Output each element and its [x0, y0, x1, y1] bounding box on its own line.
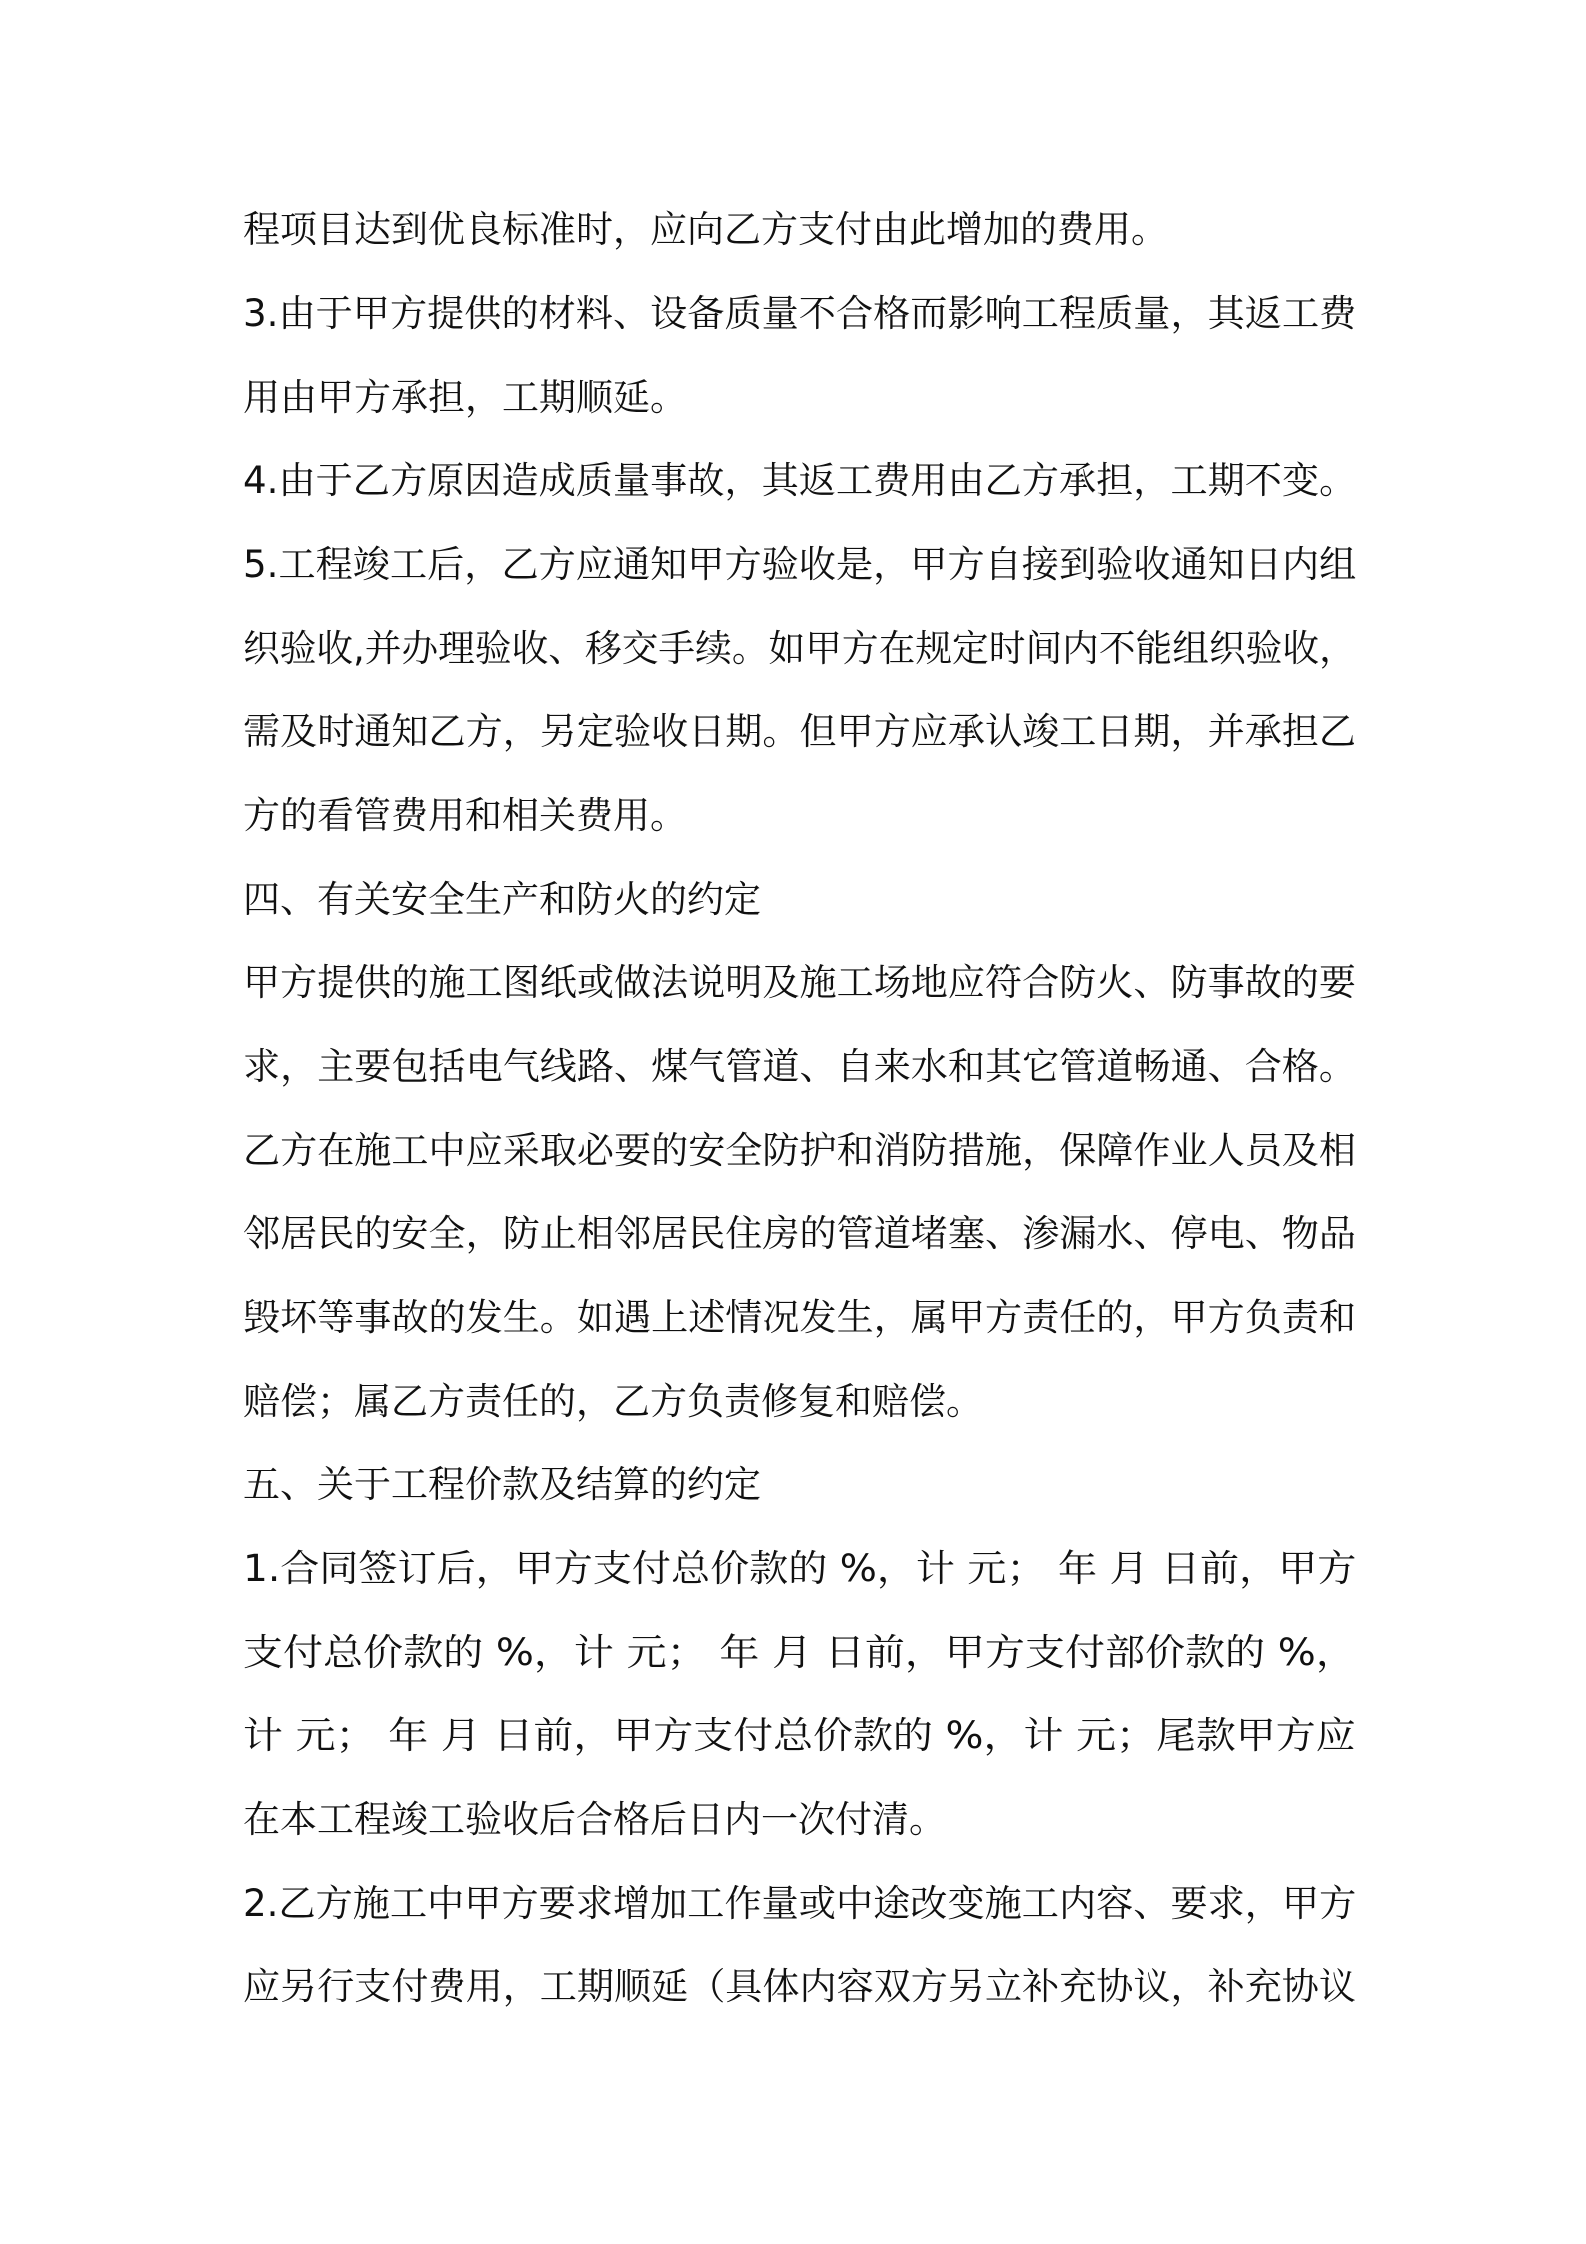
text-line: 用由甲方承担，工期顺延。: [243, 376, 687, 419]
text-line: 2.乙方施工中甲方要求增加工作量或中途改变施工内容、要求，甲方: [243, 1882, 1357, 1925]
text-line: 应另行支付费用，工期顺延（具体内容双方另立补充协议，补充协议: [243, 1965, 1356, 2008]
text-line: 甲方提供的施工图纸或做法说明及施工场地应符合防火、防事故的要: [243, 961, 1356, 1004]
text-line: 赔偿；属乙方责任的，乙方负责修复和赔偿。: [243, 1380, 983, 1423]
text-line: 方的看管费用和相关费用。: [243, 794, 687, 837]
text-line: 需及时通知乙方，另定验收日期。但甲方应承认竣工日期，并承担乙: [243, 710, 1356, 753]
text-line: 计 元； 年 月 日前，甲方支付总价款的 %，计 元；尾款甲方应: [243, 1714, 1356, 1757]
text-line: 5.工程竣工后，乙方应通知甲方验收是，甲方自接到验收通知日内组: [243, 543, 1357, 586]
text-line: 程项目达到优良标准时，应向乙方支付由此增加的费用。: [243, 208, 1168, 251]
text-line: 1.合同签订后，甲方支付总价款的 %，计 元； 年 月 日前，甲方: [243, 1547, 1357, 1590]
section-heading: 五、关于工程价款及结算的约定: [243, 1463, 761, 1506]
text-line: 毁坏等事故的发生。如遇上述情况发生，属甲方责任的，甲方负责和: [243, 1296, 1356, 1339]
text-line: 求，主要包括电气线路、煤气管道、自来水和其它管道畅通、合格。: [243, 1045, 1356, 1088]
text-line: 4.由于乙方原因造成质量事故，其返工费用由乙方承担，工期不变。: [243, 459, 1357, 502]
text-line: 邻居民的安全，防止相邻居民住房的管道堵塞、渗漏水、停电、物品: [243, 1212, 1356, 1255]
section-heading: 四、有关安全生产和防火的约定: [243, 878, 761, 921]
text-line: 织验收,并办理验收、移交手续。如甲方在规定时间内不能组织验收，: [243, 627, 1356, 670]
text-line: 3.由于甲方提供的材料、设备质量不合格而影响工程质量，其返工费: [243, 292, 1357, 335]
text-line: 在本工程竣工验收后合格后日内一次付清。: [243, 1798, 946, 1841]
text-line: 乙方在施工中应采取必要的安全防护和消防措施，保障作业人员及相: [243, 1129, 1356, 1172]
text-line: 支付总价款的 %，计 元； 年 月 日前，甲方支付部价款的 %，: [243, 1631, 1356, 1674]
